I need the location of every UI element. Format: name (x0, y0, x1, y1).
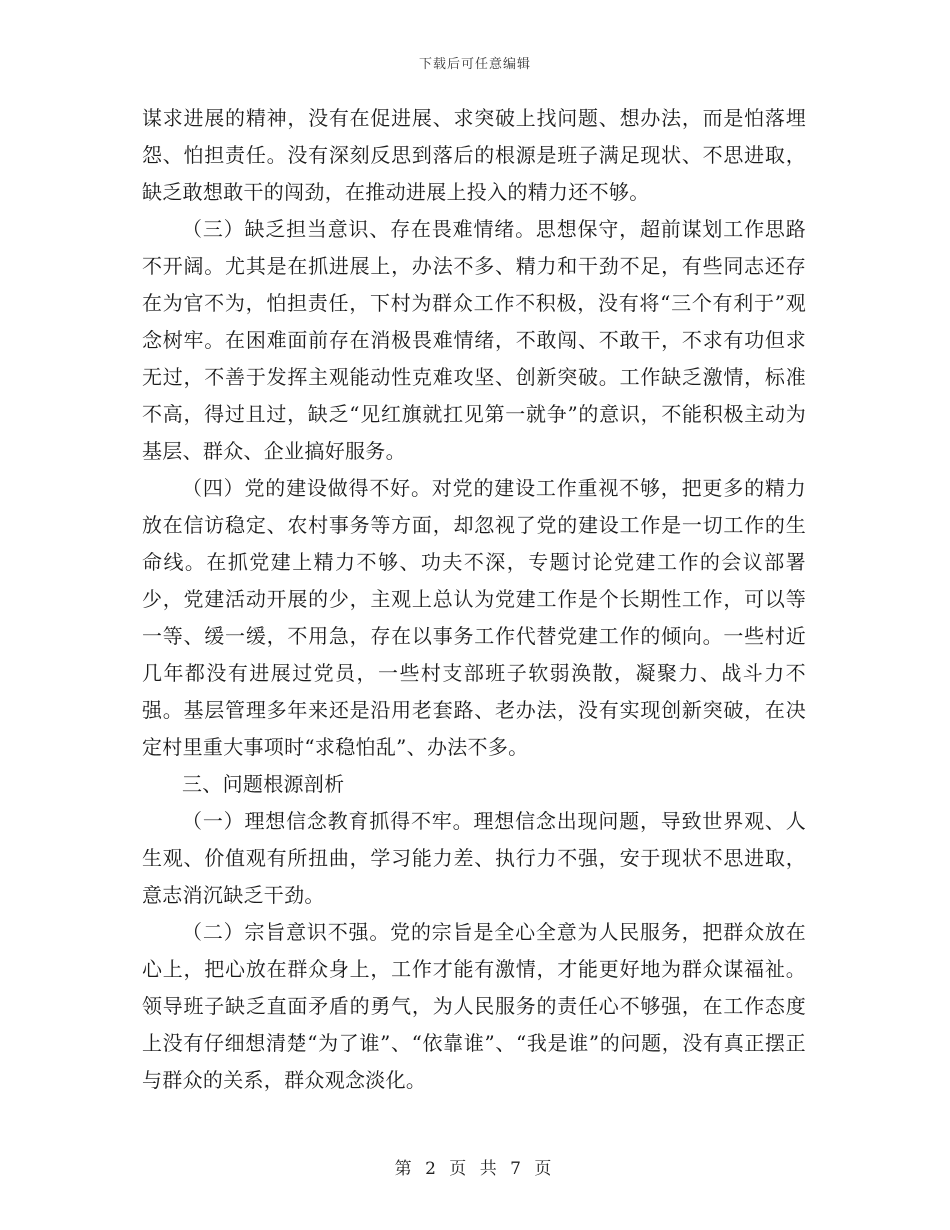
paragraph-section-3: （三）缺乏担当意识、存在畏难情绪。思想保守，超前谋划工作思路不开阔。尤其是在抓进展上，办法不多、精力和干劲不足，有些同志还存在为官不为，怕担责任，下村为群众工作不积极，没有将“三个有利于”观念树牢。在困难面前存在消极畏难情绪，不敢闯、不敢干，不求有功但求无过，不善于发挥主观能动性克难攻坚、创新突破。工作缺乏激情，标准不高，得过且过，缺乏“见红旗就扛见第一就争”的意识，不能积极主动为基层、群众、企业搞好服务。 (142, 217, 806, 463)
paragraph-continuation: 谋求进展的精神，没有在促进展、求突破上找问题、想办法，而是怕落埋怨、怕担责任。没有深刻反思到落后的根源是班子满足现状、不思进取，缺乏敢想敢干的闯劲，在推动进展上投入的精力还不够。 (142, 106, 806, 204)
paragraph-section-4: （四）党的建设做得不好。对党的建设工作重视不够，把更多的精力放在信访稳定、农村事务等方面，却忽视了党的建设工作是一切工作的生命线。在抓党建上精力不够、功夫不深，专题讨论党建工作的会议部署少，党建活动开展的少，主观上总认为党建工作是个长期性工作，可以等一等、缓一缓，不用急，存在以事务工作代替党建工作的倾向。一些村近几年都没有进展过党员，一些村支部班子软弱涣散，凝聚力、战斗力不强。基层管理多年来还是沿用老套路、老办法，没有实现创新突破，在决定村里重大事项时“求稳怕乱”、办法不多。 (142, 476, 806, 759)
document-body (142, 100, 806, 1099)
page-header: 下载后可任意编辑 (418, 57, 531, 72)
page-number: 第 2 页 共 7 页 (394, 1159, 556, 1179)
paragraph-root-cause-2: （二）宗旨意识不强。党的宗旨是全心全意为人民服务，把群众放在心上，把心放在群众身上，工作才能有激情，才能更好地为群众谋福祉。领导班子缺乏直面矛盾的勇气，为人民服务的责任心不够强，在工作态度上没有仔细想清楚“为了谁”、“依靠谁”、“我是谁”的问题，没有真正摆正与群众的关系，群众观念淡化。 (142, 920, 806, 1092)
paragraph-root-cause-1: （一）理想信念教育抓得不牢。理想信念出现问题，导致世界观、人生观、价值观有所扭曲，学习能力差、执行力不强，安于现状不思进取，意志消沉缺乏干劲。 (142, 809, 806, 907)
section-heading-root-cause: 三、问题根源剖析 (182, 772, 345, 796)
